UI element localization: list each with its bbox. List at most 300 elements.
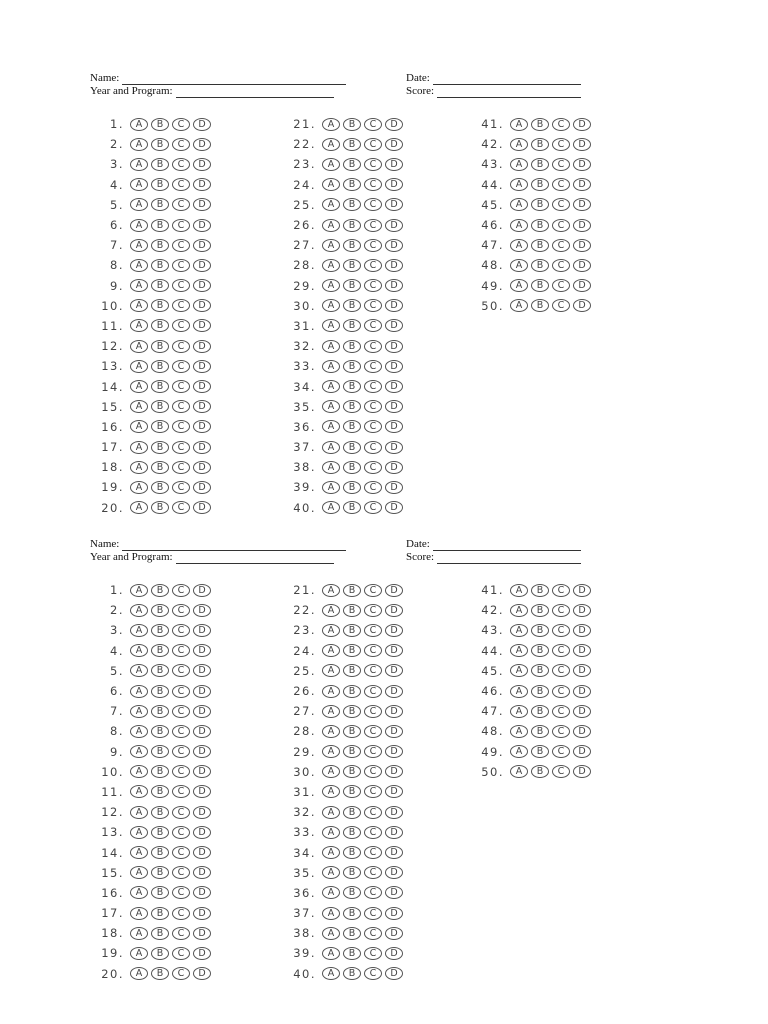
answer-bubble-a[interactable]: A [322, 664, 340, 677]
answer-bubble-b[interactable]: B [151, 644, 169, 657]
answer-bubble-b[interactable]: B [343, 380, 361, 393]
answer-bubble-b[interactable]: B [531, 644, 549, 657]
answer-bubble-c[interactable]: C [172, 866, 190, 879]
answer-bubble-d[interactable]: D [193, 644, 211, 657]
answer-bubble-b[interactable]: B [151, 725, 169, 738]
answer-bubble-c[interactable]: C [364, 158, 382, 171]
answer-bubble-b[interactable]: B [151, 501, 169, 514]
answer-bubble-d[interactable]: D [385, 340, 403, 353]
answer-bubble-d[interactable]: D [385, 461, 403, 474]
answer-bubble-c[interactable]: C [364, 826, 382, 839]
answer-bubble-c[interactable]: C [364, 745, 382, 758]
name-blank[interactable] [122, 74, 346, 85]
answer-bubble-b[interactable]: B [151, 927, 169, 940]
answer-bubble-b[interactable]: B [151, 907, 169, 920]
answer-bubble-b[interactable]: B [151, 806, 169, 819]
answer-bubble-d[interactable]: D [385, 158, 403, 171]
answer-bubble-a[interactable]: A [322, 420, 340, 433]
answer-bubble-d[interactable]: D [193, 765, 211, 778]
answer-bubble-c[interactable]: C [172, 360, 190, 373]
answer-bubble-a[interactable]: A [322, 461, 340, 474]
answer-bubble-d[interactable]: D [385, 685, 403, 698]
answer-bubble-a[interactable]: A [130, 866, 148, 879]
score-blank[interactable] [437, 87, 581, 98]
answer-bubble-d[interactable]: D [193, 725, 211, 738]
answer-bubble-c[interactable]: C [172, 765, 190, 778]
answer-bubble-c[interactable]: C [172, 846, 190, 859]
answer-bubble-b[interactable]: B [151, 138, 169, 151]
answer-bubble-a[interactable]: A [322, 501, 340, 514]
answer-bubble-b[interactable]: B [151, 178, 169, 191]
answer-bubble-a[interactable]: A [130, 725, 148, 738]
answer-bubble-c[interactable]: C [364, 400, 382, 413]
answer-bubble-d[interactable]: D [385, 785, 403, 798]
answer-bubble-d[interactable]: D [193, 745, 211, 758]
answer-bubble-a[interactable]: A [322, 624, 340, 637]
answer-bubble-a[interactable]: A [130, 481, 148, 494]
answer-bubble-c[interactable]: C [172, 826, 190, 839]
answer-bubble-d[interactable]: D [193, 138, 211, 151]
answer-bubble-b[interactable]: B [151, 584, 169, 597]
answer-bubble-b[interactable]: B [343, 907, 361, 920]
answer-bubble-d[interactable]: D [573, 158, 591, 171]
answer-bubble-a[interactable]: A [130, 644, 148, 657]
answer-bubble-b[interactable]: B [343, 420, 361, 433]
answer-bubble-d[interactable]: D [193, 705, 211, 718]
answer-bubble-d[interactable]: D [193, 907, 211, 920]
answer-bubble-b[interactable]: B [151, 745, 169, 758]
answer-bubble-a[interactable]: A [130, 158, 148, 171]
answer-bubble-a[interactable]: A [130, 118, 148, 131]
answer-bubble-d[interactable]: D [385, 826, 403, 839]
answer-bubble-b[interactable]: B [343, 886, 361, 899]
answer-bubble-a[interactable]: A [510, 299, 528, 312]
answer-bubble-c[interactable]: C [552, 219, 570, 232]
answer-bubble-d[interactable]: D [573, 279, 591, 292]
answer-bubble-a[interactable]: A [130, 886, 148, 899]
answer-bubble-c[interactable]: C [364, 441, 382, 454]
answer-bubble-b[interactable]: B [531, 624, 549, 637]
answer-bubble-c[interactable]: C [364, 604, 382, 617]
answer-bubble-b[interactable]: B [343, 279, 361, 292]
answer-bubble-d[interactable]: D [573, 299, 591, 312]
answer-bubble-c[interactable]: C [552, 644, 570, 657]
answer-bubble-a[interactable]: A [130, 380, 148, 393]
answer-bubble-a[interactable]: A [322, 158, 340, 171]
answer-bubble-a[interactable]: A [322, 380, 340, 393]
answer-bubble-b[interactable]: B [343, 584, 361, 597]
answer-bubble-a[interactable]: A [130, 400, 148, 413]
answer-bubble-b[interactable]: B [531, 765, 549, 778]
answer-bubble-b[interactable]: B [343, 765, 361, 778]
answer-bubble-a[interactable]: A [130, 584, 148, 597]
answer-bubble-d[interactable]: D [193, 219, 211, 232]
answer-bubble-d[interactable]: D [193, 604, 211, 617]
answer-bubble-c[interactable]: C [172, 501, 190, 514]
answer-bubble-c[interactable]: C [364, 765, 382, 778]
answer-bubble-c[interactable]: C [364, 380, 382, 393]
answer-bubble-b[interactable]: B [343, 239, 361, 252]
answer-bubble-a[interactable]: A [510, 725, 528, 738]
answer-bubble-c[interactable]: C [364, 806, 382, 819]
answer-bubble-d[interactable]: D [573, 118, 591, 131]
answer-bubble-b[interactable]: B [343, 967, 361, 980]
answer-bubble-b[interactable]: B [343, 927, 361, 940]
answer-bubble-a[interactable]: A [130, 360, 148, 373]
answer-bubble-a[interactable]: A [322, 644, 340, 657]
answer-bubble-c[interactable]: C [364, 846, 382, 859]
answer-bubble-a[interactable]: A [322, 178, 340, 191]
answer-bubble-a[interactable]: A [130, 765, 148, 778]
answer-bubble-d[interactable]: D [193, 420, 211, 433]
answer-bubble-d[interactable]: D [193, 826, 211, 839]
answer-bubble-a[interactable]: A [510, 259, 528, 272]
answer-bubble-a[interactable]: A [322, 279, 340, 292]
answer-bubble-d[interactable]: D [193, 846, 211, 859]
answer-bubble-b[interactable]: B [343, 481, 361, 494]
answer-bubble-b[interactable]: B [531, 705, 549, 718]
answer-bubble-d[interactable]: D [573, 725, 591, 738]
answer-bubble-b[interactable]: B [343, 259, 361, 272]
answer-bubble-d[interactable]: D [193, 806, 211, 819]
answer-bubble-d[interactable]: D [573, 239, 591, 252]
answer-bubble-c[interactable]: C [172, 806, 190, 819]
answer-bubble-a[interactable]: A [130, 178, 148, 191]
answer-bubble-d[interactable]: D [193, 624, 211, 637]
answer-bubble-c[interactable]: C [172, 158, 190, 171]
answer-bubble-d[interactable]: D [385, 765, 403, 778]
answer-bubble-b[interactable]: B [531, 219, 549, 232]
answer-bubble-a[interactable]: A [322, 360, 340, 373]
answer-bubble-c[interactable]: C [364, 360, 382, 373]
answer-bubble-d[interactable]: D [385, 481, 403, 494]
answer-bubble-d[interactable]: D [385, 967, 403, 980]
answer-bubble-c[interactable]: C [364, 584, 382, 597]
answer-bubble-c[interactable]: C [552, 745, 570, 758]
answer-bubble-c[interactable]: C [552, 584, 570, 597]
answer-bubble-c[interactable]: C [364, 947, 382, 960]
answer-bubble-a[interactable]: A [130, 340, 148, 353]
answer-bubble-b[interactable]: B [343, 806, 361, 819]
answer-bubble-d[interactable]: D [385, 725, 403, 738]
answer-bubble-b[interactable]: B [151, 299, 169, 312]
answer-bubble-b[interactable]: B [151, 785, 169, 798]
answer-bubble-d[interactable]: D [385, 604, 403, 617]
answer-bubble-c[interactable]: C [172, 685, 190, 698]
answer-bubble-b[interactable]: B [151, 259, 169, 272]
answer-bubble-b[interactable]: B [151, 340, 169, 353]
answer-bubble-d[interactable]: D [385, 624, 403, 637]
answer-bubble-c[interactable]: C [364, 705, 382, 718]
answer-bubble-c[interactable]: C [172, 461, 190, 474]
answer-bubble-b[interactable]: B [151, 118, 169, 131]
answer-bubble-a[interactable]: A [322, 947, 340, 960]
answer-bubble-b[interactable]: B [343, 178, 361, 191]
answer-bubble-b[interactable]: B [151, 239, 169, 252]
answer-bubble-d[interactable]: D [385, 420, 403, 433]
answer-bubble-d[interactable]: D [385, 927, 403, 940]
answer-bubble-b[interactable]: B [151, 360, 169, 373]
answer-bubble-a[interactable]: A [130, 785, 148, 798]
answer-bubble-c[interactable]: C [172, 279, 190, 292]
answer-bubble-a[interactable]: A [130, 259, 148, 272]
answer-bubble-d[interactable]: D [193, 967, 211, 980]
answer-bubble-d[interactable]: D [385, 441, 403, 454]
answer-bubble-d[interactable]: D [193, 178, 211, 191]
answer-bubble-d[interactable]: D [193, 461, 211, 474]
answer-bubble-c[interactable]: C [364, 138, 382, 151]
answer-bubble-b[interactable]: B [531, 178, 549, 191]
answer-bubble-d[interactable]: D [385, 259, 403, 272]
answer-bubble-c[interactable]: C [172, 967, 190, 980]
answer-bubble-a[interactable]: A [130, 745, 148, 758]
answer-bubble-b[interactable]: B [343, 624, 361, 637]
answer-bubble-a[interactable]: A [510, 219, 528, 232]
answer-bubble-a[interactable]: A [322, 239, 340, 252]
answer-bubble-b[interactable]: B [343, 501, 361, 514]
answer-bubble-c[interactable]: C [364, 319, 382, 332]
answer-bubble-c[interactable]: C [172, 420, 190, 433]
answer-bubble-a[interactable]: A [130, 967, 148, 980]
answer-bubble-c[interactable]: C [172, 725, 190, 738]
answer-bubble-a[interactable]: A [322, 604, 340, 617]
answer-bubble-d[interactable]: D [573, 178, 591, 191]
answer-bubble-c[interactable]: C [172, 705, 190, 718]
answer-bubble-c[interactable]: C [552, 158, 570, 171]
answer-bubble-c[interactable]: C [364, 118, 382, 131]
answer-bubble-a[interactable]: A [322, 907, 340, 920]
answer-bubble-a[interactable]: A [510, 644, 528, 657]
answer-bubble-a[interactable]: A [510, 604, 528, 617]
answer-bubble-c[interactable]: C [172, 644, 190, 657]
answer-bubble-a[interactable]: A [322, 299, 340, 312]
answer-bubble-c[interactable]: C [364, 259, 382, 272]
answer-bubble-b[interactable]: B [151, 886, 169, 899]
answer-bubble-a[interactable]: A [130, 685, 148, 698]
answer-bubble-d[interactable]: D [573, 624, 591, 637]
answer-bubble-b[interactable]: B [343, 461, 361, 474]
answer-bubble-a[interactable]: A [322, 745, 340, 758]
answer-bubble-a[interactable]: A [130, 624, 148, 637]
answer-bubble-b[interactable]: B [343, 745, 361, 758]
answer-bubble-c[interactable]: C [172, 380, 190, 393]
answer-bubble-a[interactable]: A [510, 138, 528, 151]
answer-bubble-d[interactable]: D [573, 219, 591, 232]
answer-bubble-a[interactable]: A [130, 947, 148, 960]
answer-bubble-a[interactable]: A [130, 299, 148, 312]
answer-bubble-c[interactable]: C [172, 886, 190, 899]
answer-bubble-b[interactable]: B [151, 685, 169, 698]
answer-bubble-d[interactable]: D [193, 947, 211, 960]
answer-bubble-b[interactable]: B [151, 624, 169, 637]
answer-bubble-c[interactable]: C [172, 624, 190, 637]
answer-bubble-c[interactable]: C [364, 685, 382, 698]
answer-bubble-b[interactable]: B [151, 705, 169, 718]
answer-bubble-b[interactable]: B [531, 259, 549, 272]
answer-bubble-d[interactable]: D [573, 138, 591, 151]
answer-bubble-a[interactable]: A [130, 319, 148, 332]
answer-bubble-a[interactable]: A [130, 420, 148, 433]
answer-bubble-d[interactable]: D [193, 664, 211, 677]
answer-bubble-b[interactable]: B [343, 319, 361, 332]
answer-bubble-d[interactable]: D [573, 584, 591, 597]
answer-bubble-d[interactable]: D [385, 886, 403, 899]
answer-bubble-d[interactable]: D [385, 947, 403, 960]
answer-bubble-d[interactable]: D [385, 644, 403, 657]
answer-bubble-a[interactable]: A [322, 118, 340, 131]
answer-bubble-b[interactable]: B [531, 299, 549, 312]
answer-bubble-b[interactable]: B [343, 705, 361, 718]
answer-bubble-a[interactable]: A [510, 239, 528, 252]
answer-bubble-b[interactable]: B [343, 826, 361, 839]
answer-bubble-b[interactable]: B [343, 947, 361, 960]
answer-bubble-b[interactable]: B [531, 745, 549, 758]
answer-bubble-c[interactable]: C [172, 400, 190, 413]
answer-bubble-a[interactable]: A [322, 826, 340, 839]
answer-bubble-a[interactable]: A [130, 138, 148, 151]
answer-bubble-b[interactable]: B [531, 584, 549, 597]
answer-bubble-d[interactable]: D [193, 319, 211, 332]
answer-bubble-c[interactable]: C [552, 624, 570, 637]
answer-bubble-c[interactable]: C [172, 947, 190, 960]
answer-bubble-c[interactable]: C [552, 178, 570, 191]
answer-bubble-d[interactable]: D [385, 380, 403, 393]
answer-bubble-d[interactable]: D [573, 705, 591, 718]
answer-bubble-a[interactable]: A [322, 441, 340, 454]
answer-bubble-d[interactable]: D [385, 400, 403, 413]
answer-bubble-b[interactable]: B [343, 785, 361, 798]
answer-bubble-c[interactable]: C [172, 138, 190, 151]
answer-bubble-a[interactable]: A [130, 664, 148, 677]
answer-bubble-a[interactable]: A [130, 461, 148, 474]
answer-bubble-d[interactable]: D [385, 198, 403, 211]
answer-bubble-a[interactable]: A [322, 886, 340, 899]
answer-bubble-d[interactable]: D [573, 685, 591, 698]
answer-bubble-b[interactable]: B [343, 846, 361, 859]
answer-bubble-b[interactable]: B [151, 967, 169, 980]
answer-bubble-c[interactable]: C [172, 178, 190, 191]
answer-bubble-d[interactable]: D [193, 886, 211, 899]
answer-bubble-a[interactable]: A [510, 705, 528, 718]
answer-bubble-a[interactable]: A [322, 685, 340, 698]
answer-bubble-b[interactable]: B [343, 685, 361, 698]
answer-bubble-d[interactable]: D [573, 604, 591, 617]
answer-bubble-a[interactable]: A [510, 279, 528, 292]
answer-bubble-b[interactable]: B [151, 400, 169, 413]
answer-bubble-a[interactable]: A [130, 826, 148, 839]
answer-bubble-c[interactable]: C [172, 259, 190, 272]
answer-bubble-a[interactable]: A [322, 866, 340, 879]
answer-bubble-b[interactable]: B [343, 158, 361, 171]
answer-bubble-c[interactable]: C [364, 967, 382, 980]
answer-bubble-d[interactable]: D [385, 178, 403, 191]
answer-bubble-d[interactable]: D [385, 866, 403, 879]
answer-bubble-a[interactable]: A [130, 501, 148, 514]
answer-bubble-d[interactable]: D [385, 219, 403, 232]
answer-bubble-d[interactable]: D [193, 866, 211, 879]
answer-bubble-b[interactable]: B [151, 441, 169, 454]
answer-bubble-a[interactable]: A [130, 279, 148, 292]
answer-bubble-b[interactable]: B [531, 118, 549, 131]
answer-bubble-b[interactable]: B [151, 219, 169, 232]
answer-bubble-d[interactable]: D [573, 644, 591, 657]
answer-bubble-d[interactable]: D [385, 705, 403, 718]
answer-bubble-d[interactable]: D [193, 441, 211, 454]
answer-bubble-c[interactable]: C [552, 138, 570, 151]
answer-bubble-b[interactable]: B [531, 279, 549, 292]
answer-bubble-b[interactable]: B [343, 198, 361, 211]
answer-bubble-a[interactable]: A [322, 481, 340, 494]
answer-bubble-c[interactable]: C [364, 866, 382, 879]
answer-bubble-b[interactable]: B [343, 340, 361, 353]
answer-bubble-d[interactable]: D [385, 319, 403, 332]
answer-bubble-d[interactable]: D [193, 118, 211, 131]
answer-bubble-c[interactable]: C [364, 624, 382, 637]
answer-bubble-a[interactable]: A [510, 765, 528, 778]
answer-bubble-c[interactable]: C [364, 340, 382, 353]
answer-bubble-d[interactable]: D [193, 400, 211, 413]
answer-bubble-b[interactable]: B [151, 279, 169, 292]
answer-bubble-d[interactable]: D [385, 501, 403, 514]
answer-bubble-a[interactable]: A [510, 745, 528, 758]
answer-bubble-c[interactable]: C [172, 584, 190, 597]
answer-bubble-c[interactable]: C [552, 279, 570, 292]
answer-bubble-b[interactable]: B [151, 664, 169, 677]
answer-bubble-c[interactable]: C [172, 239, 190, 252]
answer-bubble-d[interactable]: D [385, 239, 403, 252]
answer-bubble-a[interactable]: A [510, 624, 528, 637]
answer-bubble-c[interactable]: C [172, 219, 190, 232]
answer-bubble-c[interactable]: C [172, 604, 190, 617]
answer-bubble-c[interactable]: C [364, 907, 382, 920]
answer-bubble-a[interactable]: A [322, 705, 340, 718]
answer-bubble-b[interactable]: B [343, 138, 361, 151]
answer-bubble-b[interactable]: B [343, 299, 361, 312]
answer-bubble-b[interactable]: B [343, 400, 361, 413]
answer-bubble-d[interactable]: D [193, 360, 211, 373]
answer-bubble-c[interactable]: C [552, 259, 570, 272]
answer-bubble-a[interactable]: A [510, 178, 528, 191]
answer-bubble-c[interactable]: C [172, 481, 190, 494]
answer-bubble-c[interactable]: C [364, 420, 382, 433]
answer-bubble-d[interactable]: D [573, 765, 591, 778]
answer-bubble-c[interactable]: C [552, 118, 570, 131]
answer-bubble-d[interactable]: D [385, 664, 403, 677]
answer-bubble-d[interactable]: D [385, 846, 403, 859]
answer-bubble-b[interactable]: B [151, 380, 169, 393]
answer-bubble-d[interactable]: D [385, 745, 403, 758]
answer-bubble-a[interactable]: A [130, 705, 148, 718]
answer-bubble-c[interactable]: C [172, 118, 190, 131]
answer-bubble-a[interactable]: A [322, 400, 340, 413]
answer-bubble-a[interactable]: A [130, 806, 148, 819]
answer-bubble-c[interactable]: C [172, 441, 190, 454]
answer-bubble-d[interactable]: D [193, 584, 211, 597]
answer-bubble-a[interactable]: A [510, 118, 528, 131]
answer-bubble-a[interactable]: A [130, 604, 148, 617]
answer-bubble-b[interactable]: B [343, 441, 361, 454]
answer-bubble-c[interactable]: C [552, 664, 570, 677]
answer-bubble-b[interactable]: B [343, 664, 361, 677]
answer-bubble-b[interactable]: B [343, 604, 361, 617]
answer-bubble-d[interactable]: D [573, 664, 591, 677]
answer-bubble-c[interactable]: C [364, 785, 382, 798]
answer-bubble-d[interactable]: D [193, 927, 211, 940]
answer-bubble-a[interactable]: A [130, 198, 148, 211]
answer-bubble-c[interactable]: C [552, 705, 570, 718]
answer-bubble-a[interactable]: A [510, 584, 528, 597]
answer-bubble-b[interactable]: B [531, 138, 549, 151]
